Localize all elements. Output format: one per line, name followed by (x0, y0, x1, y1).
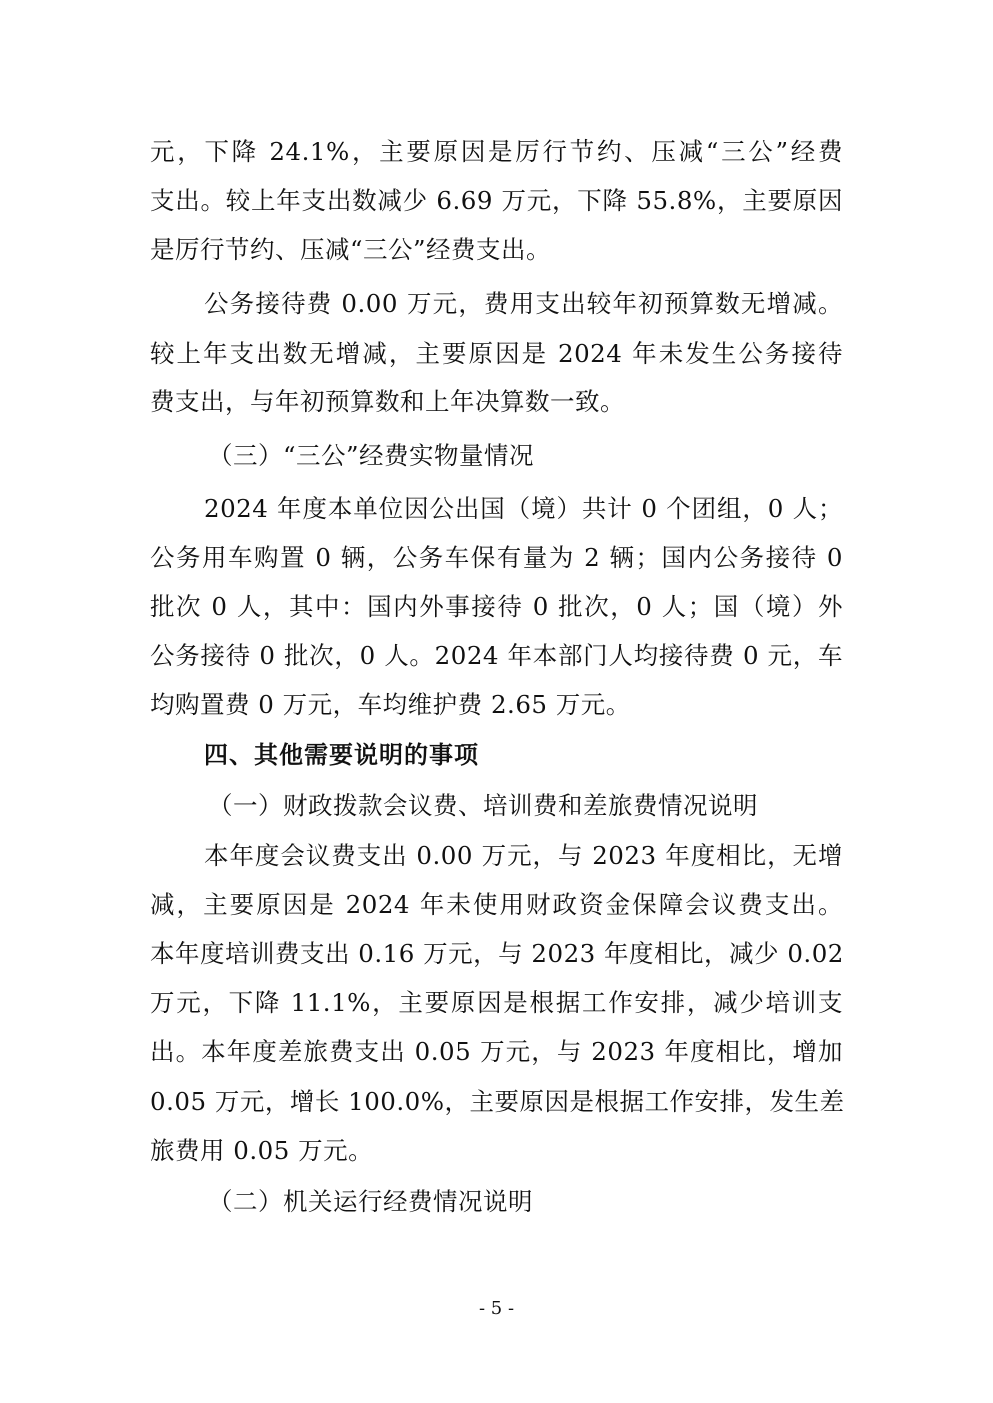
section-heading-4: 四、其他需要说明的事项 (204, 741, 479, 769)
paragraph-line: 均购置费 0 万元，车均维护费 2.65 万元。 (150, 690, 631, 719)
subsection-heading-4-2: （二）机关运行经费情况说明 (208, 1187, 533, 1216)
subsection-heading-3: （三）“三公”经费实物量情况 (208, 441, 535, 470)
paragraph-line: 本年度培训费支出 0.16 万元，与 2023 年度相比，减少 0.02 (150, 939, 844, 968)
paragraph-line: 公务接待费 0.00 万元，费用支出较年初预算数无增减。 (204, 289, 843, 318)
paragraph-line: 支出。较上年支出数减少 6.69 万元，下降 55.8%，主要原因 (150, 186, 843, 215)
paragraph-line: 公务用车购置 0 辆，公务车保有量为 2 辆；国内公务接待 0 (150, 543, 843, 572)
paragraph-line: 较上年支出数无增减，主要原因是 2024 年未发生公务接待 (150, 339, 843, 368)
paragraph-line: 元，下降 24.1%，主要原因是厉行节约、压减“三公”经费 (150, 137, 843, 166)
paragraph-line: 本年度会议费支出 0.00 万元，与 2023 年度相比，无增 (204, 841, 843, 870)
paragraph-line: 出。本年度差旅费支出 0.05 万元，与 2023 年度相比，增加 (150, 1037, 843, 1066)
paragraph-line: 公务接待 0 批次，0 人。2024 年本部门人均接待费 0 元，车 (150, 641, 843, 670)
paragraph-line: 2024 年度本单位因公出国（境）共计 0 个团组，0 人； (204, 494, 843, 523)
paragraph-line: 批次 0 人，其中：国内外事接待 0 批次，0 人；国（境）外 (150, 592, 843, 621)
page-number: - 5 - (478, 1298, 515, 1319)
paragraph-line: 万元，下降 11.1%，主要原因是根据工作安排，减少培训支 (150, 988, 843, 1017)
paragraph-line: 旅费用 0.05 万元。 (150, 1136, 374, 1165)
paragraph-line: 0.05 万元，增长 100.0%，主要原因是根据工作安排，发生差 (150, 1087, 845, 1116)
paragraph-line: 费支出，与年初预算数和上年决算数一致。 (150, 387, 625, 416)
subsection-heading-4-1: （一）财政拨款会议费、培训费和差旅费情况说明 (208, 791, 758, 820)
paragraph-line: 减，主要原因是 2024 年未使用财政资金保障会议费支出。 (150, 890, 843, 919)
paragraph-line: 是厉行节约、压减“三公”经费支出。 (150, 235, 552, 264)
